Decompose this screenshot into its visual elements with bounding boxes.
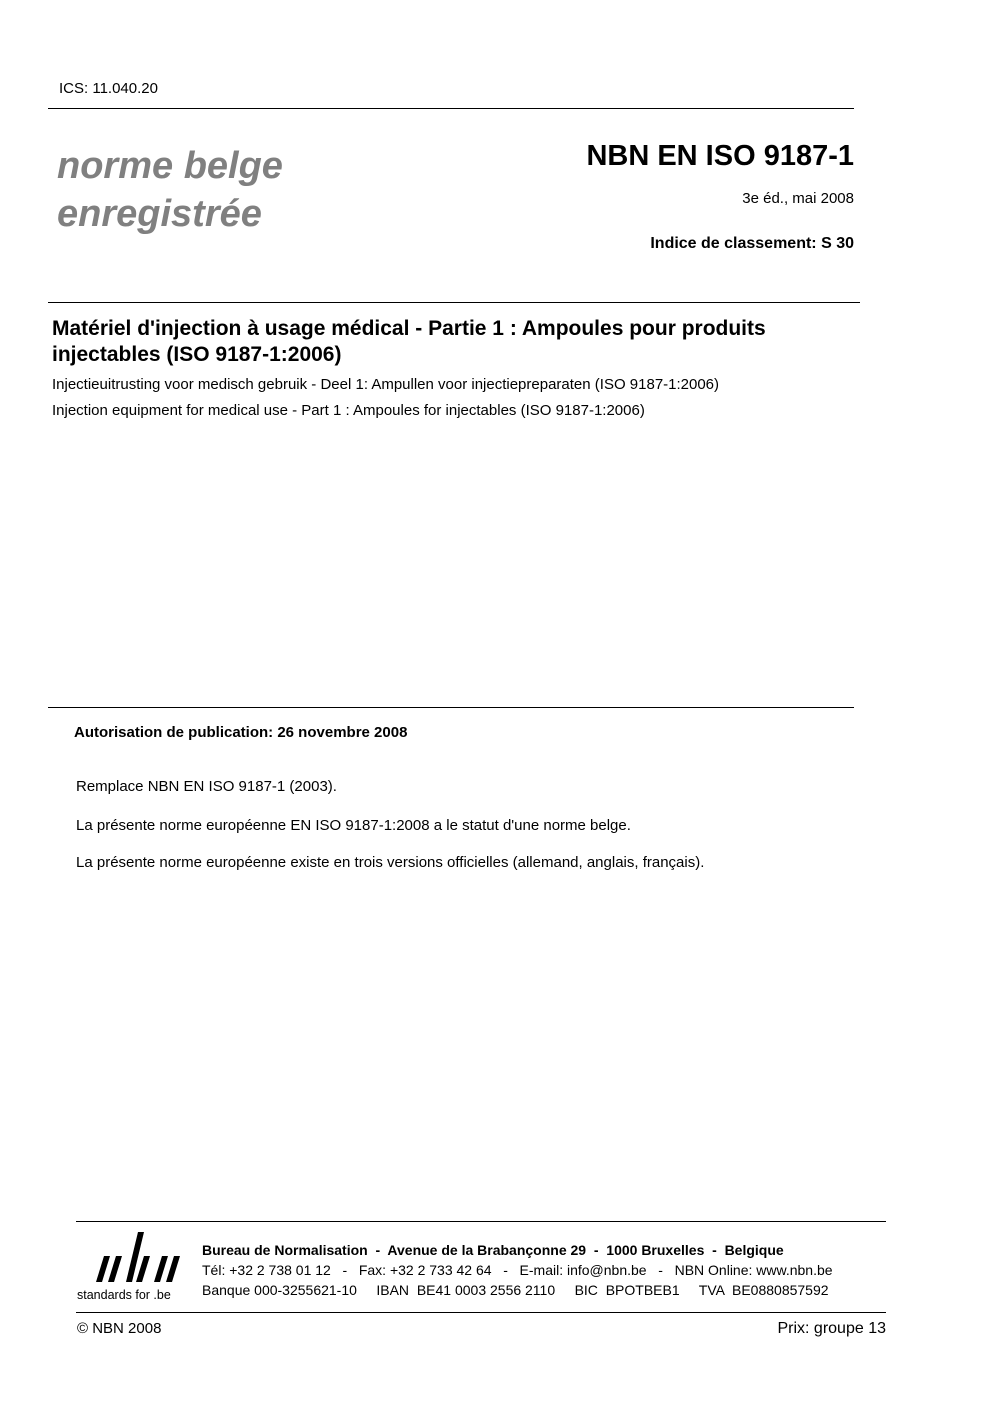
- norm-code: NBN EN ISO 9187-1: [586, 140, 854, 172]
- publication-rule: [48, 707, 854, 708]
- ics-code: ICS: 11.040.20: [59, 80, 158, 97]
- price-group: Prix: groupe 13: [777, 1320, 886, 1337]
- edition: 3e éd., mai 2008: [742, 190, 854, 207]
- brand-title: [57, 142, 283, 238]
- note-versions: La présente norme européenne existe en trois versions officielles (allemand, anglais, français).: [76, 854, 705, 871]
- address-line-1: Bureau de Normalisation - Avenue de la Brabançonne 29 - 1000 Bruxelles - Belgique: [202, 1242, 784, 1258]
- footer-rule-top: [76, 1221, 886, 1222]
- classification-index: Indice de classement: S 30: [650, 235, 854, 252]
- footer-rule-bottom: [76, 1312, 886, 1313]
- note-status: La présente norme européenne EN ISO 9187-1:2008 a le statut d'une norme belge.: [76, 817, 631, 834]
- header-rule: [48, 108, 854, 109]
- title-english: Injection equipment for medical use - Part 1 : Ampoules for injectables (ISO 9187-1:2006): [52, 402, 645, 419]
- address-line-2: Tél: +32 2 738 01 12 - Fax: +32 2 733 42 64 - E-mail: info@nbn.be - NBN Online: www.nbn.be: [202, 1262, 833, 1278]
- title-french: Matériel d'injection à usage médical - Partie 1 : Ampoules pour produits injectables (ISO 9187-1:2006): [52, 317, 766, 366]
- publication-authorisation: Autorisation de publication: 26 novembre 2008: [74, 724, 408, 741]
- brand-line-2: enregistrée: [57, 193, 262, 235]
- brand-line-1: norme belge: [57, 145, 283, 187]
- note-replaces: Remplace NBN EN ISO 9187-1 (2003).: [76, 778, 337, 795]
- title-rule: [48, 302, 860, 303]
- address-line-3: Banque 000-3255621-10 IBAN BE41 0003 2556 2110 BIC BPOTBEB1 TVA BE0880857592: [202, 1282, 829, 1298]
- logo-tagline: standards for .be: [77, 1288, 171, 1302]
- title-dutch: Injectieuitrusting voor medisch gebruik - Deel 1: Ampullen voor injectiepreparaten (ISO 9187-1:2006): [52, 376, 720, 393]
- copyright: © NBN 2008: [77, 1320, 162, 1337]
